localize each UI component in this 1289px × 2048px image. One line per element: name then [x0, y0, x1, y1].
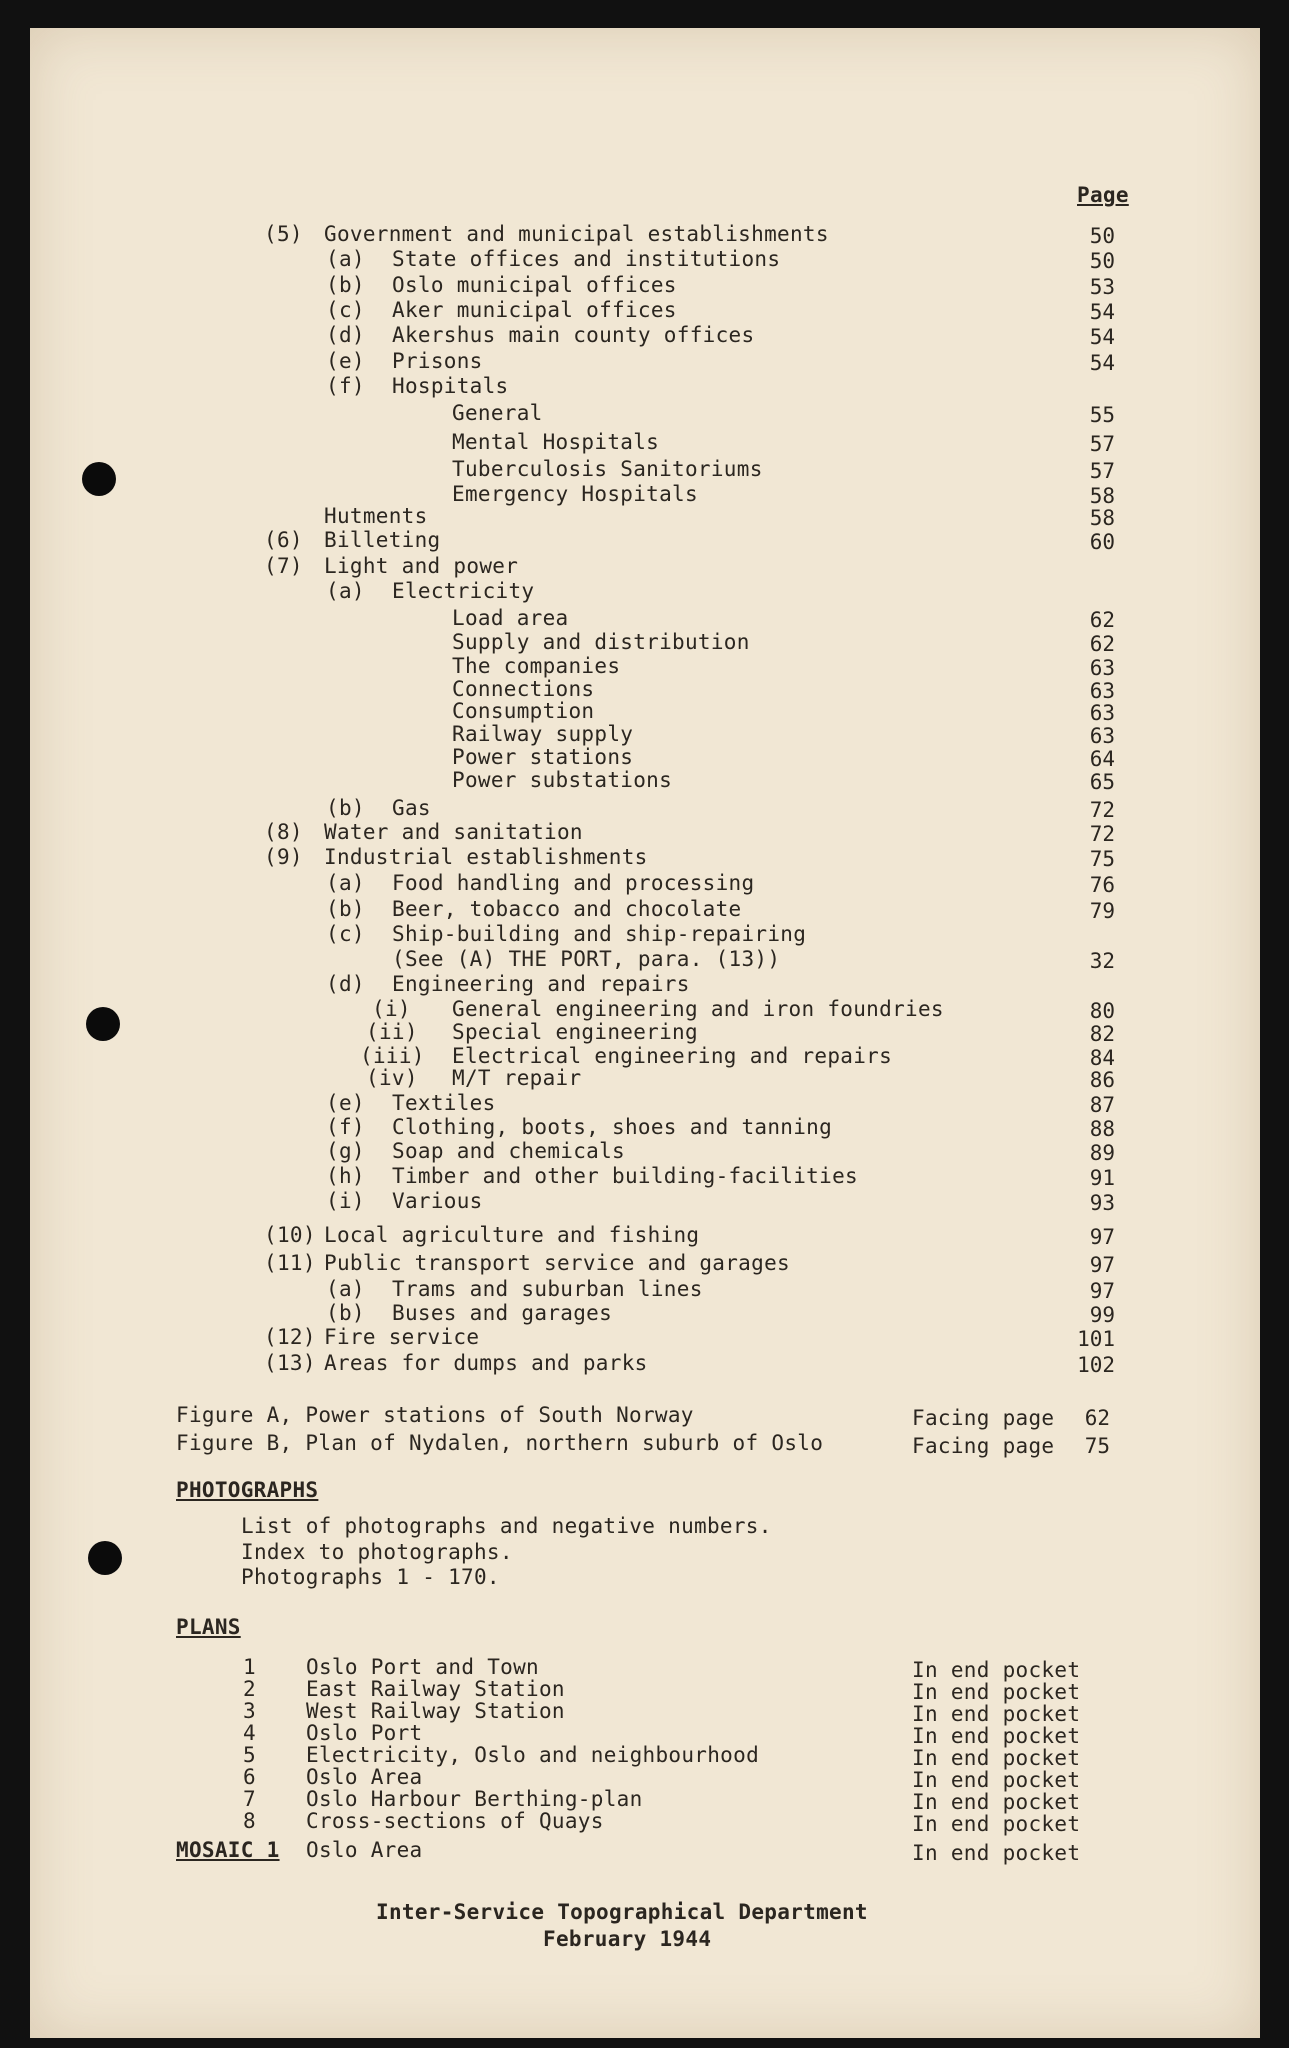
toc-entry-page: 57: [1089, 432, 1115, 456]
toc-entry-page: 54: [1089, 351, 1115, 375]
plan-number: 3: [243, 1699, 256, 1723]
toc-marker: (iii): [360, 1044, 425, 1068]
toc-marker: (f): [326, 1115, 365, 1139]
toc-entry-page: 62: [1089, 632, 1115, 656]
footer-department: Inter-Service Topographical Department: [376, 1900, 868, 1924]
toc-entry-label: Gas: [392, 796, 431, 820]
toc-entry-label: Soap and chemicals: [392, 1139, 625, 1163]
mosaic-heading: MOSAIC 1: [176, 1838, 280, 1862]
plan-label: Oslo Harbour Berthing-plan: [306, 1787, 643, 1811]
toc-entry-label: Railway supply: [452, 722, 634, 746]
toc-entry-page: 62: [1089, 608, 1115, 632]
figure-label: Figure A, Power stations of South Norway: [176, 1403, 694, 1427]
toc-marker: (d): [326, 323, 365, 347]
toc-marker: (b): [326, 897, 365, 921]
figure-facing: Facing page: [912, 1434, 1055, 1458]
plan-location: In end pocket: [912, 1746, 1081, 1770]
toc-entry-label: Fire service: [324, 1325, 480, 1349]
toc-entry-label: Emergency Hospitals: [452, 482, 698, 506]
toc-marker: (b): [326, 796, 365, 820]
photographs-line: Photographs 1 - 170.: [241, 1565, 500, 1589]
toc-marker: (6): [264, 528, 303, 552]
toc-entry-label: Government and municipal establishments: [324, 222, 829, 246]
toc-entry-label: Various: [392, 1189, 483, 1213]
toc-marker: (h): [326, 1164, 365, 1188]
toc-entry-page: 101: [1077, 1327, 1115, 1351]
toc-entry-page: 72: [1089, 822, 1115, 846]
toc-entry-page: 54: [1089, 300, 1115, 324]
toc-entry-label: Power stations: [452, 745, 634, 769]
toc-marker: (e): [326, 349, 365, 373]
toc-marker: (a): [326, 247, 365, 271]
toc-entry-label: Public transport service and garages: [324, 1251, 790, 1275]
plan-number: 2: [243, 1677, 256, 1701]
figure-page: 62: [1084, 1406, 1110, 1430]
toc-entry-label: Electrical engineering and repairs: [452, 1044, 893, 1068]
mosaic-location: In end pocket: [912, 1841, 1081, 1865]
toc-entry-page: 89: [1089, 1141, 1115, 1165]
toc-entry-label: General engineering and iron foundries: [452, 997, 944, 1021]
toc-marker: (c): [326, 298, 365, 322]
toc-marker: (11): [264, 1251, 316, 1275]
toc-marker: (ii): [366, 1020, 418, 1044]
plan-number: 1: [243, 1655, 256, 1679]
toc-entry-label: Special engineering: [452, 1020, 698, 1044]
toc-entry-label: Load area: [452, 606, 569, 630]
toc-entry-label: Ship-building and ship-repairing: [392, 922, 807, 946]
plan-number: 4: [243, 1721, 256, 1745]
toc-entry-page: 76: [1089, 873, 1115, 897]
plan-label: Oslo Area: [306, 1765, 423, 1789]
toc-marker: (e): [326, 1091, 365, 1115]
page-column-header: Page: [1077, 183, 1129, 207]
toc-entry-label: Prisons: [392, 349, 483, 373]
toc-entry-page: 84: [1089, 1046, 1115, 1070]
plan-label: West Railway Station: [306, 1699, 565, 1723]
figure-page: 75: [1084, 1434, 1110, 1458]
plan-label: East Railway Station: [306, 1677, 565, 1701]
toc-entry-page: 93: [1089, 1191, 1115, 1215]
toc-entry-page: 80: [1089, 999, 1115, 1023]
toc-entry-page: 65: [1089, 770, 1115, 794]
toc-entry-label: Akershus main county offices: [392, 323, 755, 347]
figure-facing: Facing page: [912, 1406, 1055, 1430]
toc-entry-label: Billeting: [324, 528, 441, 552]
plan-label: Cross-sections of Quays: [306, 1809, 604, 1833]
toc-marker: (f): [326, 374, 365, 398]
toc-entry-page: 75: [1089, 847, 1115, 871]
toc-entry-label: Oslo municipal offices: [392, 273, 677, 297]
toc-entry-label: Industrial establishments: [324, 845, 648, 869]
toc-entry-page: 58: [1089, 506, 1115, 530]
toc-entry-label: Textiles: [392, 1091, 496, 1115]
toc-entry-label: Hospitals: [392, 374, 509, 398]
figure-label: Figure B, Plan of Nydalen, northern suburb of Oslo: [176, 1431, 824, 1455]
toc-entry-page: 79: [1089, 899, 1115, 923]
photographs-heading: PHOTOGRAPHS: [176, 1478, 319, 1502]
toc-entry-label: Power substations: [452, 768, 673, 792]
toc-entry-page: 97: [1089, 1253, 1115, 1277]
plan-location: In end pocket: [912, 1768, 1081, 1792]
toc-entry-page: 91: [1089, 1166, 1115, 1190]
toc-entry-page: 57: [1089, 459, 1115, 483]
photographs-line: Index to photographs.: [241, 1540, 513, 1564]
toc-entry-page: 54: [1089, 325, 1115, 349]
toc-entry-label: Areas for dumps and parks: [324, 1351, 648, 1375]
toc-entry-page: 97: [1089, 1225, 1115, 1249]
toc-entry-label: Mental Hospitals: [452, 430, 660, 454]
toc-entry-label: Local agriculture and fishing: [324, 1223, 700, 1247]
plan-number: 6: [243, 1765, 256, 1789]
toc-entry-page: 32: [1089, 949, 1115, 973]
plan-location: In end pocket: [912, 1790, 1081, 1814]
toc-entry-label: Food handling and processing: [392, 871, 755, 895]
toc-marker: (a): [326, 579, 365, 603]
plan-label: Oslo Port and Town: [306, 1655, 539, 1679]
mosaic-label: Oslo Area: [306, 1838, 423, 1862]
plan-number: 5: [243, 1743, 256, 1767]
toc-entry-page: 63: [1089, 701, 1115, 725]
toc-entry-label: M/T repair: [452, 1066, 582, 1090]
toc-entry-label: Consumption: [452, 699, 595, 723]
photographs-line: List of photographs and negative numbers.: [241, 1514, 772, 1538]
plans-heading: PLANS: [176, 1615, 241, 1639]
toc-marker: (a): [326, 871, 365, 895]
toc-entry-page: 86: [1089, 1068, 1115, 1092]
toc-marker: (b): [326, 1301, 365, 1325]
toc-marker: (10): [264, 1223, 316, 1247]
toc-entry-page: 87: [1089, 1093, 1115, 1117]
toc-entry-page: 88: [1089, 1117, 1115, 1141]
toc-entry-page: 99: [1089, 1303, 1115, 1327]
plan-location: In end pocket: [912, 1724, 1081, 1748]
toc-entry-label: The companies: [452, 654, 621, 678]
plan-location: In end pocket: [912, 1658, 1081, 1682]
toc-entry-label: Trams and suburban lines: [392, 1277, 703, 1301]
toc-entry-label: Connections: [452, 677, 595, 701]
toc-entry-label: Hutments: [324, 504, 428, 528]
plan-label: Oslo Port: [306, 1721, 423, 1745]
plan-location: In end pocket: [912, 1680, 1081, 1704]
toc-entry-label: Buses and garages: [392, 1301, 613, 1325]
toc-marker: (d): [326, 972, 365, 996]
toc-entry-label: Light and power: [324, 554, 519, 578]
plan-label: Electricity, Oslo and neighbourhood: [306, 1743, 760, 1767]
toc-entry-page: 72: [1089, 798, 1115, 822]
toc-entry-label: Water and sanitation: [324, 820, 583, 844]
toc-marker: (i): [326, 1189, 365, 1213]
toc-entry-label: Tuberculosis Sanitoriums: [452, 457, 763, 481]
plan-location: In end pocket: [912, 1702, 1081, 1726]
toc-marker: (c): [326, 922, 365, 946]
toc-marker: (i): [372, 997, 411, 1021]
punch-hole-bottom: [88, 1541, 122, 1575]
toc-entry-label: Supply and distribution: [452, 630, 750, 654]
toc-entry-label: Electricity: [392, 579, 535, 603]
toc-entry-page: 63: [1089, 679, 1115, 703]
toc-entry-page: 55: [1089, 403, 1115, 427]
toc-marker: (5): [264, 222, 303, 246]
toc-marker: (iv): [366, 1066, 418, 1090]
toc-entry-label: (See (A) THE PORT, para. (13)): [392, 947, 781, 971]
toc-marker: (13): [264, 1351, 316, 1375]
toc-marker: (7): [264, 554, 303, 578]
toc-marker: (12): [264, 1325, 316, 1349]
toc-entry-label: Clothing, boots, shoes and tanning: [392, 1115, 833, 1139]
toc-marker: (a): [326, 1277, 365, 1301]
punch-hole-middle: [86, 1007, 120, 1041]
plan-location: In end pocket: [912, 1812, 1081, 1836]
toc-entry-page: 82: [1089, 1022, 1115, 1046]
toc-entry-label: Timber and other building-facilities: [392, 1164, 858, 1188]
toc-marker: (g): [326, 1139, 365, 1163]
toc-entry-page: 102: [1077, 1353, 1115, 1377]
toc-entry-page: 58: [1089, 484, 1115, 508]
toc-entry-label: Engineering and repairs: [392, 972, 690, 996]
plan-number: 7: [243, 1787, 256, 1811]
toc-entry-label: State offices and institutions: [392, 247, 781, 271]
toc-entry-page: 60: [1089, 530, 1115, 554]
toc-entry-page: 50: [1089, 249, 1115, 273]
plan-number: 8: [243, 1809, 256, 1833]
toc-entry-page: 53: [1089, 275, 1115, 299]
toc-entry-page: 97: [1089, 1279, 1115, 1303]
toc-entry-label: General: [452, 401, 543, 425]
toc-entry-page: 63: [1089, 656, 1115, 680]
toc-entry-page: 63: [1089, 724, 1115, 748]
punch-hole-top: [82, 462, 116, 496]
toc-entry-page: 64: [1089, 747, 1115, 771]
footer-date: February 1944: [543, 1927, 712, 1951]
toc-marker: (8): [264, 820, 303, 844]
toc-marker: (9): [264, 845, 303, 869]
toc-entry-label: Beer, tobacco and chocolate: [392, 897, 742, 921]
toc-entry-page: 50: [1089, 224, 1115, 248]
toc-entry-label: Aker municipal offices: [392, 298, 677, 322]
toc-marker: (b): [326, 273, 365, 297]
